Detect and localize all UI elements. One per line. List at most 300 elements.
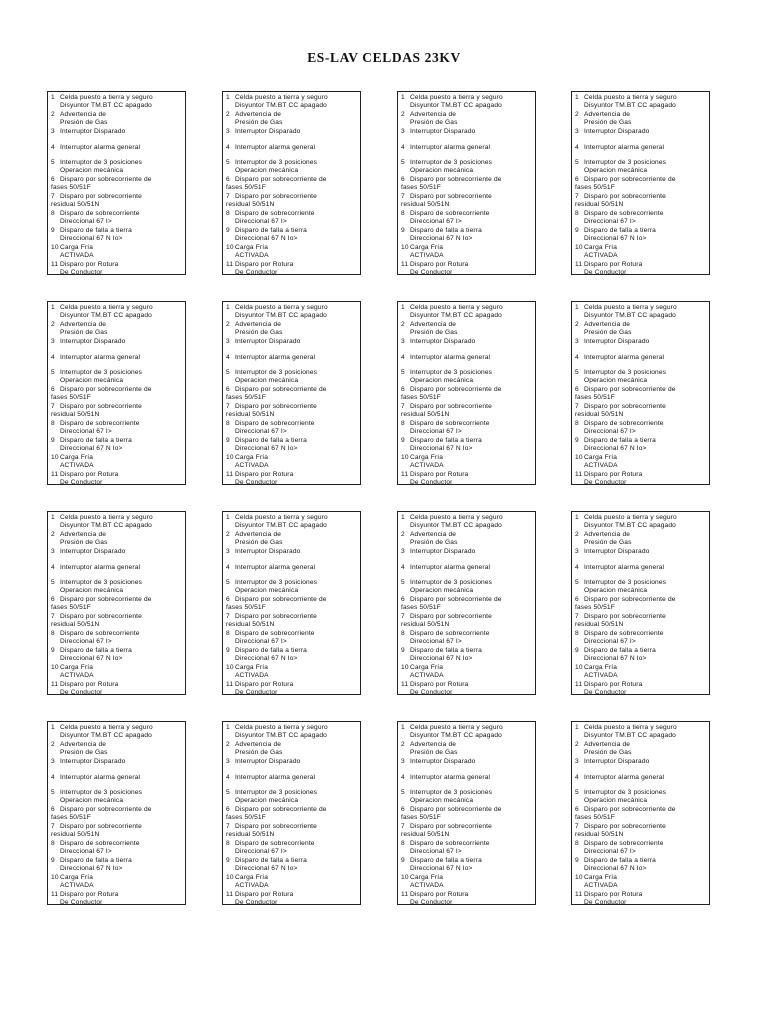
card-item-number: 9: [575, 227, 579, 235]
card-item-number: 4: [226, 353, 230, 361]
card-item: [226, 420, 357, 435]
card-item: [226, 564, 357, 572]
card-item-subtext: residual 50/51N: [226, 620, 275, 628]
card-item: [226, 741, 357, 756]
card-item-subtext: fases 50/51F: [51, 603, 91, 611]
card-item: [401, 321, 532, 336]
card-item-text: Advertencia de: [410, 110, 457, 118]
card-item-number: 9: [575, 857, 579, 865]
card-item-number: 5: [51, 159, 55, 167]
card-item-subtext: Disyuntor TM.BT CC apagado: [235, 101, 327, 109]
card-item-text: Advertencia de: [584, 110, 631, 118]
card-item: [51, 244, 182, 259]
card-item-number: 10: [51, 244, 59, 252]
card-item: [401, 94, 532, 109]
card-item-text: Disparo de sobrecorriente: [60, 630, 140, 638]
card-item: [226, 596, 357, 611]
card-item: [226, 354, 357, 362]
card-item-number: 6: [226, 596, 230, 604]
card-item: [51, 144, 182, 152]
card-item-text: Disparo por Rotura: [584, 471, 643, 479]
card-item-subtext: Direccional 67 N Io>: [410, 864, 473, 872]
card-item-subtext: Disyuntor TM.BT CC apagado: [60, 521, 152, 529]
card-item-number: 9: [51, 647, 55, 655]
card-item-text: Disparo de falla a tierra: [235, 227, 307, 235]
card-item-subtext: fases 50/51F: [575, 603, 615, 611]
card-item-number: 11: [575, 891, 583, 899]
card-item: [401, 806, 532, 821]
card-item-text: Disparo por sobrecorriente: [235, 403, 317, 411]
card-item-text: Disparo de falla a tierra: [410, 857, 482, 865]
card-item-number: 7: [226, 613, 230, 621]
card-item-text: Celda puesto a tierra y seguro: [60, 94, 153, 101]
card-item-number: 6: [401, 806, 405, 814]
card-item: [575, 321, 706, 336]
card-item-subtext: Disyuntor TM.BT CC apagado: [584, 521, 676, 529]
card-item-number: 5: [51, 789, 55, 797]
card-item: [51, 420, 182, 435]
card-item: [226, 144, 357, 152]
card-item-number: 11: [51, 681, 59, 689]
card-item-text: Advertencia de: [235, 740, 282, 748]
card-item-subtext: Direccional 67 N Io>: [235, 234, 298, 242]
card-item-text: Disparo de falla a tierra: [584, 647, 656, 655]
card-item-number: 9: [51, 227, 55, 235]
card-item-subtext: ACTIVADA: [60, 881, 94, 889]
card-item-subtext: Operacion mecánica: [235, 376, 299, 384]
card-item-number: 4: [401, 773, 405, 781]
card-item: [401, 420, 532, 435]
card-item: [401, 454, 532, 469]
card-item-subtext: Direccional 67 I>: [410, 217, 462, 225]
document-title: ES-LAV CELDAS 23KV: [307, 50, 461, 65]
card-item: [226, 111, 357, 126]
card-item-subtext: Direccional 67 I>: [60, 637, 112, 645]
card-item-subtext: De Conductor: [584, 268, 627, 276]
card-item: [226, 159, 357, 174]
card-item: [401, 664, 532, 679]
card-item: [226, 386, 357, 401]
card-item-text: Disparo de falla a tierra: [410, 227, 482, 235]
card-item-subtext: De Conductor: [410, 898, 453, 906]
card-item-text: Interruptor alarma general: [60, 773, 141, 781]
card-item: [226, 647, 357, 662]
card-item-number: 2: [51, 740, 55, 748]
card-item-number: 4: [51, 563, 55, 571]
card-item: [226, 630, 357, 645]
card-item-text: Celda puesto a tierra y seguro: [235, 304, 328, 311]
card-item-number: 10: [575, 874, 583, 882]
card-item: [401, 304, 532, 319]
card-item-text: Carga Fría: [584, 664, 618, 672]
card-item-subtext: Disyuntor TM.BT CC apagado: [235, 521, 327, 529]
card-item: [401, 193, 532, 208]
card-item-text: Disparo de sobrecorriente: [60, 420, 140, 428]
card-item: [51, 630, 182, 645]
card-item: [226, 403, 357, 418]
label-card: [571, 511, 710, 695]
card-item-number: 3: [226, 547, 230, 555]
card-item-number: 7: [51, 403, 55, 411]
card-item: [575, 758, 706, 766]
card-item-subtext: Operacion mecánica: [410, 796, 474, 804]
card-item-subtext: Disyuntor TM.BT CC apagado: [584, 731, 676, 739]
card-item-subtext: De Conductor: [584, 898, 627, 906]
card-item-number: 8: [226, 210, 230, 218]
card-item-text: Disparo de sobrecorriente: [584, 630, 664, 638]
card-item-subtext: residual 50/51N: [575, 830, 624, 838]
card-item: [226, 548, 357, 556]
card-item-number: 8: [51, 420, 55, 428]
card-item-text: Advertencia de: [235, 110, 282, 118]
card-item-text: Disparo de sobrecorriente: [584, 840, 664, 848]
card-item-text: Interruptor alarma general: [60, 563, 141, 571]
card-item-text: Disparo de falla a tierra: [235, 437, 307, 445]
card-item-text: Celda puesto a tierra y seguro: [584, 94, 677, 101]
card-item: [51, 823, 182, 838]
card-item-subtext: fases 50/51F: [51, 183, 91, 191]
label-card: [397, 511, 536, 695]
card-item-number: 9: [226, 227, 230, 235]
card-item: [401, 144, 532, 152]
card-item-number: 2: [51, 110, 55, 118]
card-item: [226, 531, 357, 546]
card-item: [401, 531, 532, 546]
card-item-text: Interruptor alarma general: [235, 143, 316, 151]
card-item-text: Disparo de sobrecorriente: [235, 210, 315, 218]
card-item-subtext: residual 50/51N: [575, 410, 624, 418]
card-item-subtext: fases 50/51F: [575, 393, 615, 401]
card-item-number: 1: [226, 724, 230, 731]
card-item-subtext: residual 50/51N: [401, 200, 450, 208]
card-item-text: Disparo por Rotura: [60, 471, 119, 479]
card-item-number: 10: [401, 874, 409, 882]
card-item-text: Advertencia de: [235, 320, 282, 328]
card-item: [51, 210, 182, 225]
card-item-text: Disparo de falla a tierra: [60, 437, 132, 445]
card-item-text: Disparo por sobrecorriente: [60, 403, 142, 411]
card-item: [401, 564, 532, 572]
card-item: [575, 386, 706, 401]
card-item-text: Interruptor Disparado: [410, 547, 476, 555]
card-item: [401, 386, 532, 401]
card-item-number: 2: [226, 110, 230, 118]
card-item: [51, 454, 182, 469]
card-item-number: 8: [401, 210, 405, 218]
card-item-subtext: Presión de Gas: [410, 748, 458, 756]
label-card: [47, 301, 186, 485]
card-item: [575, 159, 706, 174]
card-item: [575, 403, 706, 418]
card-item-number: 7: [401, 823, 405, 831]
card-item: [51, 514, 182, 529]
card-item: [226, 244, 357, 259]
card-item-number: 4: [401, 563, 405, 571]
card-item: [575, 514, 706, 529]
card-item-subtext: Direccional 67 I>: [410, 637, 462, 645]
card-item-text: Disparo por sobrecorriente: [410, 823, 492, 831]
card-item-text: Interruptor de 3 posiciones: [235, 159, 318, 167]
card-item: [51, 437, 182, 452]
card-item-number: 5: [575, 369, 579, 377]
card-item: [575, 454, 706, 469]
card-item: [575, 774, 706, 782]
card-item: [51, 227, 182, 242]
card-item-number: 8: [575, 420, 579, 428]
card-item-text: Disparo por Rotura: [60, 681, 119, 689]
card-item: [401, 774, 532, 782]
card-item-subtext: Presión de Gas: [235, 328, 283, 336]
card-item-text: Interruptor de 3 posiciones: [584, 579, 667, 587]
card-item-number: 11: [401, 471, 409, 479]
card-item-number: 4: [575, 143, 579, 151]
card-item-number: 3: [575, 337, 579, 345]
card-item-text: Disparo por sobrecorriente: [410, 193, 492, 201]
card-item-text: Disparo de falla a tierra: [410, 647, 482, 655]
card-item-subtext: Direccional 67 N Io>: [60, 654, 123, 662]
card-item-number: 4: [51, 773, 55, 781]
card-item-subtext: Disyuntor TM.BT CC apagado: [60, 101, 152, 109]
card-item: [575, 354, 706, 362]
card-item-number: 1: [226, 304, 230, 311]
card-item: [575, 111, 706, 126]
card-item-text: Advertencia de: [410, 320, 457, 328]
card-item-text: Disparo de sobrecorriente: [410, 840, 490, 848]
card-item-number: 4: [575, 563, 579, 571]
card-item-number: 1: [575, 304, 579, 311]
card-item: [575, 420, 706, 435]
card-item-text: Advertencia de: [60, 740, 107, 748]
card-item: [575, 338, 706, 346]
card-item-number: 5: [401, 159, 405, 167]
card-item-number: 7: [575, 613, 579, 621]
card-item-subtext: Disyuntor TM.BT CC apagado: [235, 311, 327, 319]
card-item-number: 7: [226, 193, 230, 201]
card-item-text: Advertencia de: [584, 530, 631, 538]
card-item-subtext: Direccional 67 N Io>: [584, 234, 647, 242]
card-item-number: 1: [401, 724, 405, 731]
card-item: [575, 531, 706, 546]
card-item: [51, 806, 182, 821]
card-item: [51, 159, 182, 174]
card-item-subtext: ACTIVADA: [235, 881, 269, 889]
card-item: [226, 806, 357, 821]
card-item-text: Disparo por sobrecorriente de: [235, 386, 327, 394]
card-item-subtext: Presión de Gas: [235, 748, 283, 756]
card-item-subtext: Disyuntor TM.BT CC apagado: [410, 731, 502, 739]
card-item: [51, 128, 182, 136]
card-item: [401, 840, 532, 855]
card-item-text: Celda puesto a tierra y seguro: [410, 94, 503, 101]
card-item-subtext: De Conductor: [235, 688, 278, 696]
card-item-subtext: fases 50/51F: [51, 813, 91, 821]
card-item-number: 11: [51, 261, 59, 269]
card-item-number: 10: [51, 454, 59, 462]
card-item-text: Disparo por sobrecorriente de: [410, 596, 502, 604]
card-item-text: Carga Fría: [410, 454, 444, 462]
card-item: [51, 403, 182, 418]
card-item-subtext: Direccional 67 N Io>: [235, 654, 298, 662]
card-item-subtext: Disyuntor TM.BT CC apagado: [410, 521, 502, 529]
card-item: [226, 210, 357, 225]
card-item-number: 11: [575, 261, 583, 269]
card-item-subtext: De Conductor: [584, 478, 627, 486]
card-item-subtext: Operacion mecánica: [584, 586, 648, 594]
card-item-number: 2: [575, 110, 579, 118]
card-item-number: 10: [575, 664, 583, 672]
card-item: [51, 338, 182, 346]
card-item-number: 11: [226, 261, 234, 269]
card-item-text: Interruptor alarma general: [60, 143, 141, 151]
card-item: [401, 891, 532, 906]
label-card: [397, 301, 536, 485]
card-item-text: Celda puesto a tierra y seguro: [60, 514, 153, 521]
card-item-subtext: Direccional 67 I>: [60, 847, 112, 855]
card-item-text: Interruptor Disparado: [60, 757, 126, 765]
card-item-text: Carga Fría: [60, 664, 94, 672]
card-item-text: Disparo de sobrecorriente: [410, 630, 490, 638]
card-item-subtext: Direccional 67 I>: [235, 427, 287, 435]
card-item-text: Disparo por Rotura: [410, 261, 469, 269]
card-item-number: 4: [226, 773, 230, 781]
card-item: [575, 304, 706, 319]
card-item-number: 11: [51, 471, 59, 479]
card-item-number: 5: [51, 579, 55, 587]
card-item-number: 2: [51, 530, 55, 538]
card-item: [226, 454, 357, 469]
card-item-text: Disparo de falla a tierra: [410, 437, 482, 445]
card-item-subtext: De Conductor: [410, 478, 453, 486]
card-item-subtext: De Conductor: [60, 268, 103, 276]
card-item-text: Disparo de sobrecorriente: [235, 840, 315, 848]
card-item-number: 4: [401, 353, 405, 361]
card-item-number: 6: [401, 176, 405, 184]
card-item: [51, 613, 182, 628]
card-item: [226, 579, 357, 594]
card-item-text: Celda puesto a tierra y seguro: [410, 514, 503, 521]
card-item-subtext: Operacion mecánica: [584, 796, 648, 804]
card-item-number: 6: [575, 386, 579, 394]
card-item-text: Carga Fría: [410, 244, 444, 252]
card-item-subtext: Operacion mecánica: [60, 586, 124, 594]
card-item-text: Disparo por sobrecorriente de: [60, 176, 152, 184]
card-item-text: Disparo por Rotura: [235, 261, 294, 269]
card-item-subtext: fases 50/51F: [51, 393, 91, 401]
card-item-text: Advertencia de: [60, 320, 107, 328]
card-item-text: Disparo por sobrecorriente de: [60, 806, 152, 814]
card-item-text: Disparo por sobrecorriente: [235, 823, 317, 831]
card-item-number: 7: [575, 823, 579, 831]
card-item: [226, 664, 357, 679]
card-item-text: Disparo por sobrecorriente: [60, 823, 142, 831]
card-item: [575, 579, 706, 594]
card-item-number: 8: [401, 840, 405, 848]
card-item-number: 7: [226, 403, 230, 411]
card-item-subtext: fases 50/51F: [226, 603, 266, 611]
card-item-subtext: ACTIVADA: [584, 881, 618, 889]
card-item: [51, 647, 182, 662]
card-item: [51, 193, 182, 208]
card-item-text: Carga Fría: [410, 874, 444, 882]
card-item: [575, 664, 706, 679]
card-item-number: 8: [575, 210, 579, 218]
card-item-text: Interruptor Disparado: [410, 127, 476, 135]
card-item: [226, 774, 357, 782]
card-item-number: 9: [401, 437, 405, 445]
card-item-number: 6: [51, 596, 55, 604]
card-item: [51, 840, 182, 855]
card-item-subtext: fases 50/51F: [226, 813, 266, 821]
card-item-number: 8: [51, 840, 55, 848]
card-item: [226, 128, 357, 136]
card-item-text: Disparo por Rotura: [235, 681, 294, 689]
card-item-text: Carga Fría: [235, 244, 269, 252]
card-item-number: 6: [226, 806, 230, 814]
card-item: [401, 261, 532, 276]
card-item-text: Carga Fría: [584, 244, 618, 252]
card-item-subtext: Operacion mecánica: [584, 166, 648, 174]
card-item-number: 10: [51, 664, 59, 672]
card-item-subtext: residual 50/51N: [51, 410, 100, 418]
card-item-number: 9: [51, 437, 55, 445]
card-item-number: 3: [575, 757, 579, 765]
card-item-number: 11: [226, 681, 234, 689]
card-item-subtext: ACTIVADA: [60, 251, 94, 259]
card-item-text: Disparo de falla a tierra: [60, 647, 132, 655]
card-item-subtext: Direccional 67 I>: [235, 847, 287, 855]
card-item-subtext: fases 50/51F: [575, 813, 615, 821]
card-item-text: Interruptor alarma general: [410, 143, 491, 151]
card-item-text: Disparo de falla a tierra: [584, 857, 656, 865]
card-item-number: 9: [401, 647, 405, 655]
card-item-text: Disparo por sobrecorriente de: [235, 806, 327, 814]
card-item-subtext: ACTIVADA: [410, 251, 444, 259]
card-item-text: Interruptor Disparado: [235, 337, 301, 345]
card-item-number: 3: [51, 547, 55, 555]
card-item-text: Disparo por Rotura: [235, 471, 294, 479]
card-item-text: Interruptor Disparado: [410, 337, 476, 345]
card-item-text: Disparo por sobrecorriente de: [584, 596, 676, 604]
card-item-text: Disparo por sobrecorriente de: [410, 806, 502, 814]
card-item-number: 4: [51, 353, 55, 361]
card-item: [51, 94, 182, 109]
card-item-number: 3: [226, 757, 230, 765]
card-item-text: Interruptor Disparado: [584, 337, 650, 345]
card-item-text: Carga Fría: [60, 874, 94, 882]
card-item-number: 3: [401, 757, 405, 765]
card-item: [51, 741, 182, 756]
card-item-number: 1: [51, 304, 55, 311]
card-item-subtext: Operacion mecánica: [584, 376, 648, 384]
card-item-text: Disparo por sobrecorriente de: [584, 386, 676, 394]
card-item-number: 11: [226, 891, 234, 899]
card-item-text: Interruptor de 3 posiciones: [235, 579, 318, 587]
card-item-text: Disparo por sobrecorriente: [60, 613, 142, 621]
card-item-number: 8: [51, 630, 55, 638]
card-item-number: 1: [575, 94, 579, 101]
card-item-number: 7: [401, 193, 405, 201]
card-item-number: 5: [401, 789, 405, 797]
card-item-subtext: Operacion mecánica: [60, 796, 124, 804]
card-item-subtext: De Conductor: [60, 898, 103, 906]
card-item: [575, 874, 706, 889]
card-item-number: 7: [401, 613, 405, 621]
card-item: [401, 548, 532, 556]
card-item-subtext: ACTIVADA: [584, 671, 618, 679]
card-item: [575, 193, 706, 208]
card-item-subtext: Direccional 67 N Io>: [410, 234, 473, 242]
card-item: [51, 261, 182, 276]
